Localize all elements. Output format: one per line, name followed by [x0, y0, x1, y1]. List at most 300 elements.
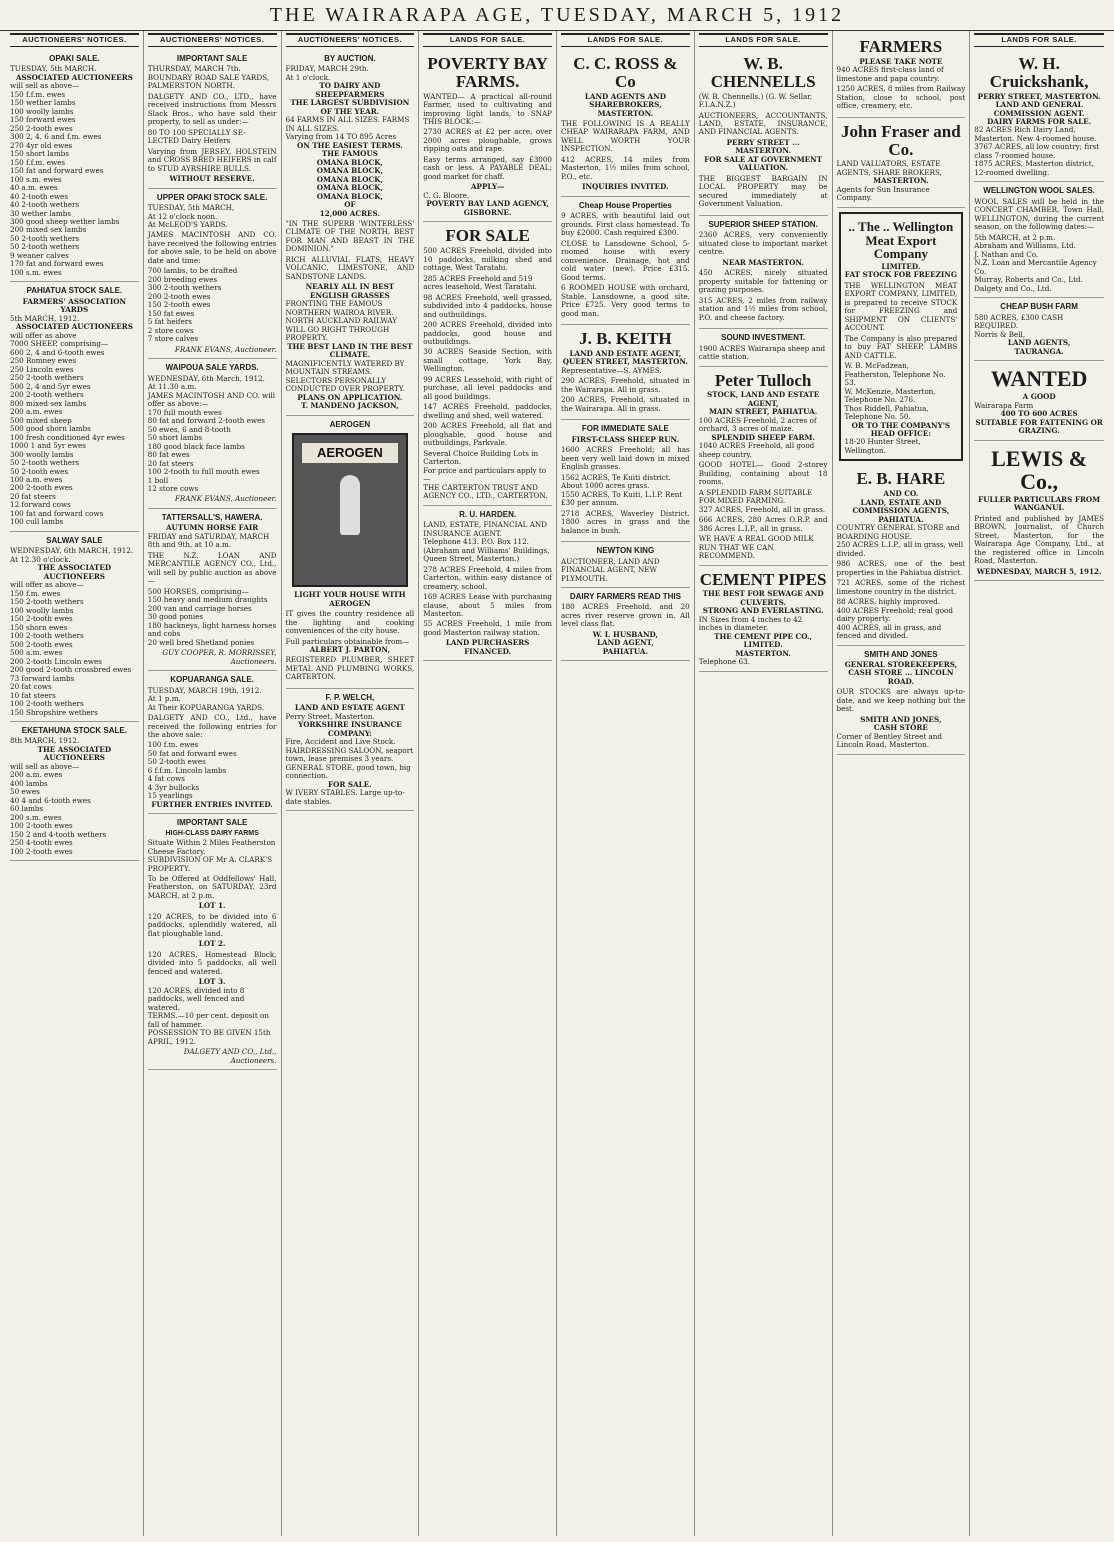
- ad-text: Abraham and Williams, Ltd.: [974, 241, 1076, 251]
- ad-text: 412 ACRES, 14 miles from Masterton, 1½ miles from school, P.O., etc.: [561, 154, 690, 181]
- ad-text: TO DAIRY AND SHEEPFARMERS: [315, 81, 385, 99]
- ad-title: W. H. Cruickshank,: [989, 53, 1089, 91]
- ad-text: CLOSE to Lansdowne School, 5-roomed house with every convenience. Drainage, hot and cold water (new). Price £315. Good terms.: [561, 238, 690, 282]
- ad-text: (Abraham and Williams' Buildings, Queen Street, Masterton.): [423, 545, 550, 564]
- advertisement: [699, 216, 828, 329]
- ad-title: LEWIS & Co.,: [991, 445, 1088, 494]
- ad-text: 40 a.m. ewes: [10, 183, 58, 193]
- ad-text: 150 shorn ewes: [10, 622, 68, 632]
- ad-text: At 12.30 o'clock.: [10, 554, 71, 564]
- ad-text: W IVERY STABLES. Large up-to-date stables.: [285, 788, 405, 806]
- ad-text: 80 fat and forward 2-tooth ewes: [147, 416, 265, 426]
- ad-text: WITHOUT RESERVE.: [169, 174, 255, 184]
- ad-text: FOR SALE AT GOVERNMENT VALUATION.: [704, 154, 823, 173]
- ad-text: 4 fat cows: [147, 774, 185, 784]
- ad-text: 100 fat and forward cows: [10, 508, 104, 518]
- ad-text: 100 2-tooth wethers: [10, 699, 84, 709]
- ad-title: UPPER OPAKI STOCK SALE.: [156, 192, 268, 202]
- ad-text: LOT 2.: [198, 939, 226, 949]
- ad-text: 100 woolly lambs: [10, 106, 74, 116]
- ad-title: AEROGEN: [329, 419, 371, 429]
- ad-text: 200 2-tooth Lincoln ewes: [10, 656, 102, 666]
- ad-text: 73 forward lambs: [10, 673, 75, 683]
- advertisement: [561, 197, 690, 325]
- ad-text: J. Nathan and Co.: [974, 249, 1039, 259]
- ad-text: Telephone 413. P.O. Box 112.: [423, 537, 529, 547]
- ad-text: 40 2-tooth wethers: [10, 200, 80, 210]
- ad-text: At 1 o'clock.: [285, 72, 331, 82]
- ad-text: 7000 SHEEP, comprising—: [10, 339, 109, 349]
- ad-text: 270 4yr old ewes: [10, 140, 73, 150]
- ad-text: OF: [344, 200, 356, 210]
- ad-title: SUPERIOR SHEEP STATION.: [708, 219, 818, 229]
- ad-title: CEMENT PIPES: [699, 569, 827, 589]
- ad-text: 2718 ACRES, Waverley District. 1800 acres in grass and the balance in bush.: [561, 508, 690, 535]
- ad-title: CHEAP BUSH FARM: [1000, 302, 1078, 312]
- ad-text: 30 good ponies: [147, 612, 204, 622]
- ad-text: 12 forward cows: [10, 500, 71, 510]
- column-6: [695, 31, 833, 1536]
- ad-text: N.Z. Loan and Mercantile Agency Co.: [974, 258, 1097, 276]
- ad-text: 12,000 ACRES.: [319, 208, 380, 218]
- ad-text: APPLY—: [470, 182, 505, 192]
- ad-text: Thos Riddell, Pahiatua, Telephone No. 50.: [844, 403, 929, 422]
- ad-text: Perry Street, Masterton.: [285, 711, 375, 721]
- ad-text: COUNTRY GENERAL STORE and BOARDING HOUSE.: [836, 523, 960, 541]
- ad-title: WELLINGTON WOOL SALES.: [983, 186, 1095, 196]
- advertisement: [699, 329, 828, 366]
- ad-text: At 1 p.m.: [147, 694, 181, 704]
- ad-text: 580 ACRES, £300 CASH REQUIRED.: [974, 312, 1064, 331]
- ad-text: 250 ACRES L.I.P., all in grass, well divided.: [836, 540, 964, 558]
- ad-text: 986 ACRES, one of the best properties in the Pahiatua district.: [836, 559, 966, 577]
- advertisement: [148, 814, 277, 1070]
- ad-text: POSSESSION TO BE GIVEN 15th APRIL, 1912.: [147, 1028, 271, 1046]
- ad-text: 120 ACRES, to be divided into 6 paddocks, splendidly watered, all flat ploughable land.: [147, 911, 277, 938]
- ad-text: 99 ACRES Leasehold, with right of purchase, all level paddocks and all good buildings.: [423, 374, 552, 401]
- ad-text: 300 2, 4, 6 and f.m. ewes: [10, 132, 102, 142]
- advertisement: [837, 465, 966, 645]
- ad-text: 150 f.m. ewes: [10, 588, 61, 598]
- ad-title: OPAKI SALE.: [49, 53, 100, 63]
- ad-text: DAIRY FARMS FOR SALE.: [987, 116, 1092, 126]
- ad-text: Full particulars obtainable from—: [285, 636, 410, 646]
- ad-title: FOR IMMEDIATE SALE: [581, 424, 669, 434]
- ad-text: PLEASE TAKE NOTE: [859, 56, 943, 66]
- ad-text: 300 good sheep wether lambs: [10, 217, 120, 226]
- ad-text: POVERTY BAY LAND AGENCY, GISBORNE.: [426, 199, 549, 217]
- column-header: LANDS FOR SALE.: [423, 33, 552, 47]
- ad-text: DALGETY AND CO., Ltd., Auctioneers.: [183, 1047, 277, 1065]
- ad-title: .. The .. Wellington Meat Export Company: [848, 218, 954, 262]
- ad-text: 250 Romney ewes: [10, 356, 77, 366]
- ad-text: 100 s.m. ewes: [10, 267, 62, 277]
- ad-text: WE HAVE A REAL GOOD MILK RUN THAT WE CAN RECOMMEND.: [698, 534, 814, 561]
- ad-text: 20 fat steers: [10, 491, 56, 501]
- ad-text: 170 full mouth ewes: [147, 407, 222, 417]
- ad-text: THE LARGEST SUBDIVISION OF THE YEAR.: [290, 98, 410, 116]
- ad-text: 120 ACRES, divided into 8 paddocks, well fenced and watered.: [147, 985, 245, 1012]
- ad-text: FAT STOCK FOR FREEZING: [844, 270, 957, 280]
- ad-text: 500 ACRES Freehold, divided into 10 paddocks, milking shed and cottage, West Taratahi.: [423, 246, 552, 273]
- ad-title: C. C. ROSS & Co: [573, 53, 678, 91]
- masthead: THE WAIRARAPA AGE, TUESDAY, MARCH 5, 1912: [0, 0, 1114, 31]
- ad-text: QUEEN STREET, MASTERTON.: [562, 357, 688, 367]
- ad-text: Representative—S. AYMES.: [561, 365, 662, 375]
- ad-text: 120 ACRES, Homestead Block, divided into 5 paddocks, all well fenced and watered.: [147, 949, 277, 976]
- advertisement: [148, 359, 277, 509]
- ad-text: SMITH AND JONES,: [860, 714, 942, 724]
- ad-text: CASH STORE: [873, 723, 928, 733]
- ad-text: LOT 1.: [198, 901, 226, 911]
- ad-text: 300 woolly lambs: [10, 449, 74, 459]
- ad-text: 721 ACRES, some of the richest limestone country in the district.: [836, 578, 966, 596]
- ad-text: 1600 ACRES Freehold; all has been very well laid down in mixed English grasses.: [561, 445, 690, 472]
- ad-text: BOUNDARY ROAD SALE YARDS, PALMERSTON NORTH.: [147, 72, 270, 91]
- ad-title: FARMERS: [859, 37, 943, 56]
- ad-text: IN Sizes from 4 inches to 42 inches in diameter.: [698, 614, 803, 633]
- ad-text: 200 ACRES Freehold, all flat and ploughable, good house and outbuildings, Parkvale.: [423, 421, 552, 448]
- ad-text: 20 well bred Shetland ponies: [147, 637, 255, 647]
- ad-text: 6 f.f.m. Lincoln lambs: [147, 765, 227, 775]
- ad-text: 285 ACRES Freehold and 519 acres leasehold, West Taratahi.: [423, 273, 537, 292]
- ad-text: "IN THE SUPERB 'WINTERLESS' CLIMATE OF THE NORTH, BEST FOR MAN AND BEAST IN THE DOMINION.": [285, 219, 415, 254]
- advertisement: [974, 441, 1104, 582]
- ad-text: GENERAL STORE, good town, big connection.: [285, 762, 411, 781]
- ad-text: 147 ACRES Freehold, paddocks, dwelling and shed, well watered.: [423, 402, 552, 420]
- ad-text: FRIDAY, MARCH 29th.: [285, 64, 369, 74]
- ad-text: 200 a.m. ewes: [10, 407, 63, 417]
- ad-title: SOUND INVESTMENT.: [721, 333, 806, 343]
- ad-text: 200 breeding ewes: [147, 274, 218, 284]
- ad-text: FURTHER ENTRIES INVITED.: [151, 799, 273, 809]
- ad-text: GUY COOPER, R. MORRISSEY, Auctioneers.: [162, 648, 277, 666]
- ad-text: STRONG AND EVERLASTING.: [702, 606, 824, 616]
- advertisement: [148, 509, 277, 671]
- ad-text: 278 ACRES Freehold, 4 miles from Carterton, within easy distance of creamery, school.: [423, 564, 552, 591]
- ad-text: 100 s.m. ewes: [10, 174, 62, 184]
- ad-text: THURSDAY, MARCH 7th.: [147, 64, 241, 74]
- ad-text: 50 ewes, 6 and 8-tooth: [147, 424, 231, 434]
- ad-text: 82 ACRES Rich Dairy Land, Masterton. New 4-roomed house.: [974, 125, 1097, 143]
- ad-text: 1562 ACRES, Te Kuiti district. About 1000 acres grass.: [561, 472, 671, 491]
- ad-title: DAIRY FARMERS READ THIS: [569, 592, 681, 601]
- ad-text: CASH STORE ... LINCOLN ROAD.: [848, 668, 954, 686]
- ad-text: LIGHT YOUR HOUSE WITH: [294, 590, 406, 600]
- ad-title: IMPORTANT SALE: [176, 818, 248, 828]
- ad-text: OMANA BLOCK,: [316, 157, 384, 167]
- ad-text: 64 FARMS IN ALL SIZES. FARMS IN ALL SIZES.: [285, 115, 410, 133]
- ad-text: RICH ALLUVIAL FLATS, HEAVY VOLCANIC, LIMESTONE, AND SANDSTONE LANDS.: [285, 254, 415, 281]
- ad-text: THE BEST FOR SEWAGE AND CULVERTS.: [702, 589, 824, 607]
- ad-text: 1000 1 and 5yr ewes: [10, 441, 86, 451]
- ad-text: 100 cull lambs: [10, 517, 64, 527]
- ad-text: Dalgety and Co., Ltd.: [974, 283, 1052, 293]
- ad-text: 400 lambs: [10, 778, 48, 788]
- ad-text: 1875 ACRES, Masterton district, 12-roomed dwelling.: [974, 159, 1094, 177]
- ad-text: 7 store calves: [147, 334, 199, 344]
- ad-text: AND CO.: [883, 489, 919, 499]
- lamp-icon: [340, 475, 360, 535]
- advertisement: [837, 646, 966, 755]
- advertisement: [423, 50, 552, 222]
- column-1: [6, 31, 144, 1536]
- ad-text: LIMITED.: [881, 261, 921, 271]
- ad-text: At 11.30 a.m.: [147, 382, 197, 392]
- ad-text: THE BIGGEST BARGAIN IN LOCAL PROPERTY may be secured immediately at Government Valuation.: [698, 173, 828, 209]
- ad-text: 150 short lambs: [10, 149, 69, 159]
- advertisement: [286, 416, 415, 689]
- ad-text: 150 f.f.m. ewes: [10, 157, 66, 167]
- ad-text: Varying from JERSEY, HOLSTEIN and CROSS BRED HEIFERS in calf to STUD AYRSHIRE BULLS.: [147, 146, 277, 173]
- ad-text: 6 ROOMED HOUSE with orchard, Stable. Lansdowne, a good site. Price £725. Very good terms to good man.: [561, 283, 690, 318]
- ad-text: FIRST-CLASS SHEEP RUN.: [571, 434, 680, 444]
- ad-text: PERRY STREET, MASTERTON.: [977, 91, 1101, 101]
- ad-text: 30 wether lambs: [10, 208, 72, 218]
- ad-text: Printed and published by JAMES BROWN, Journalist, of Church Street, Masterton, for the Wairarapa Age Company, Ltd., at the registered office in Lincoln Road, Masterton.: [974, 513, 1104, 566]
- ad-text: LAND AGENTS AND SHAREBROKERS,: [584, 91, 666, 110]
- ad-text: OR TO THE COMPANY'S HEAD OFFICE:: [851, 420, 951, 438]
- ad-text: OMANA BLOCK,: [316, 174, 384, 184]
- advertisement: [10, 50, 139, 283]
- ad-text: 50 2-tooth wethers: [10, 242, 80, 252]
- ad-text: STOCK, LAND AND ESTATE AGENT,: [707, 390, 820, 408]
- ad-text: LAND, ESTATE, FINANCIAL AND INSURANCE AGENT.: [423, 520, 547, 538]
- ad-text: 98 ACRES Freehold, well grassed, subdivided into 4 paddocks, house and outbuildings.: [423, 292, 552, 319]
- ad-text: FRANK EVANS, Auctioneer.: [174, 344, 277, 354]
- ad-title: POVERTY BAY FARMS.: [427, 53, 548, 91]
- ad-text: LAND AGENT,: [596, 638, 654, 648]
- ad-text: Murray, Roberts and Co., Ltd.: [974, 275, 1083, 285]
- ad-title: SMITH AND JONES: [864, 649, 938, 659]
- ad-text: Telephone 63.: [698, 657, 750, 667]
- ad-text: For price and particulars apply to—: [423, 465, 547, 484]
- ad-text: 20 fat steers: [147, 458, 194, 468]
- ad-text: MASTERTON.: [735, 648, 791, 658]
- ad-title: WANTED: [990, 366, 1088, 391]
- ad-title: E. B. HARE: [856, 469, 946, 489]
- ad-text: Varying from 14 TO 895 Acres: [285, 132, 397, 142]
- advertisement: [974, 182, 1104, 298]
- advertisement: [837, 33, 966, 118]
- ad-text: 500 2-tooth ewes: [10, 639, 73, 649]
- ad-text: 4 3yr bullocks: [147, 782, 200, 792]
- ad-text: WOOL SALES will be held in the CONCERT CHAMBER, Town Hall, WELLINGTON, during the current season, on the following dates:—: [974, 196, 1104, 232]
- ad-text: TUESDAY, 5th MARCH,: [147, 203, 235, 213]
- ad-subtitle: HIGH-CLASS DAIRY FARMS: [165, 829, 259, 837]
- ad-text: 250 2-tooth ewes: [10, 123, 73, 133]
- ad-text: FRONTING THE FAMOUS NORTHERN WAIROA RIVER.: [285, 299, 394, 317]
- ad-text: 150 f.f.m. ewes: [10, 89, 66, 99]
- ad-text: 2360 ACRES, very conveniently situated close to important market centre.: [698, 230, 828, 257]
- ad-text: 300 2-tooth wethers: [147, 283, 222, 293]
- advertisement: [10, 532, 139, 722]
- column-header: LANDS FOR SALE.: [561, 33, 690, 47]
- ad-text: 18-20 Hunter Street, Wellington.: [844, 437, 921, 455]
- ad-text: 400 ACRES Freehold; real good dairy property.: [836, 605, 953, 624]
- ad-title: NEWTON KING: [596, 546, 655, 556]
- ad-text: 12 store cows: [147, 483, 199, 493]
- ad-text: ALBERT J. PARTON,: [309, 645, 390, 654]
- ad-text: will sell as above—: [10, 761, 80, 771]
- ad-text: 50 2-tooth wethers: [10, 233, 80, 243]
- ad-text: AUCTIONEER, LAND AND FINANCIAL AGENT, NEW PLYMOUTH.: [561, 556, 660, 583]
- ad-text: AUCTIONEERS, ACCOUNTANTS, LAND, ESTATE, INSURANCE, AND FINANCIAL AGENTS.: [698, 110, 828, 137]
- ad-text: 200 van and carriage horses: [147, 603, 252, 613]
- ad-text: 250 4-tooth ewes: [10, 838, 73, 848]
- ad-text: OMANA BLOCK,: [316, 166, 384, 176]
- ad-text: 150 heavy and medium draughts: [147, 595, 268, 605]
- ad-text: (W. B. Chennells.) (G. W. Sellar, F.I.A.N.Z.): [698, 91, 813, 110]
- ad-text: OMANA BLOCK,: [316, 191, 384, 201]
- ad-text: GOOD HOTEL— Good 2-storey Building, containing about 18 rooms.: [698, 460, 828, 487]
- ad-text: Easy terms arranged, say £3000 cash or less. A PAYABLE DEAL; good market for chaff.: [423, 154, 552, 181]
- ad-text: 9 weaner calves: [10, 250, 69, 260]
- ad-text: 100 a.m. ewes: [10, 475, 63, 484]
- ad-text: SUBDIVISION OF Mr A. CLARK'S PROPERTY.: [147, 855, 273, 873]
- ad-text: MASTERTON.: [873, 176, 929, 186]
- ad-text: LAND VALUATORS, ESTATE AGENTS, SHARE BROKERS,: [836, 159, 942, 177]
- ad-text: At McLEOD'S YARDS.: [147, 219, 228, 229]
- ad-text: IT gives the country residence all the lighting and cooking conveniences of the city house.: [285, 609, 415, 636]
- ad-text: 200 a.m. ewes: [10, 770, 63, 780]
- advertisement: [561, 420, 690, 542]
- ad-text: 500 a.m. ewes: [10, 648, 63, 658]
- ad-text: 1900 ACRES Wairarapa sheep and cattle station.: [698, 343, 826, 362]
- ad-text: THE N.Z. LOAN AND MERCANTILE AGENCY CO., Ltd., will sell by public auction as above—: [147, 550, 277, 586]
- ad-text: 50 ewes: [10, 787, 40, 797]
- ad-text: 30 ACRES Seaside Section, with small cottage, York Bay, Wellington.: [423, 347, 552, 374]
- ad-title: SALWAY SALE: [46, 535, 103, 545]
- ad-text: 150 2 and 4-tooth wethers: [10, 829, 107, 839]
- ad-text: THE FAMOUS: [321, 149, 378, 159]
- ad-text: 50 2-tooth ewes: [147, 757, 206, 767]
- advertisement: [148, 50, 277, 189]
- ad-title: Peter Tulloch: [714, 370, 812, 390]
- ad-text: AUTUMN HORSE FAIR: [165, 523, 259, 533]
- ad-text: 180 good black face lambs: [147, 441, 245, 451]
- ad-text: 5 fat heifers: [147, 317, 192, 327]
- ad-text: Wairarapa Farm: [974, 400, 1034, 410]
- ad-text: AEROGEN: [329, 598, 371, 608]
- ad-text: will offer as above—: [10, 580, 84, 590]
- ad-text: THE ASSOCIATED AUCTIONEERS: [37, 744, 112, 763]
- ad-text: YORKSHIRE INSURANCE COMPANY:: [298, 720, 402, 738]
- ad-text: 3767 ACRES, all low country; first class 7-roomed house.: [974, 142, 1100, 160]
- ad-text: Corner of Bentley Street and Lincoln Road, Masterton.: [836, 731, 943, 750]
- ad-text: 327 ACRES, Freehold, all in grass.: [698, 504, 826, 514]
- ad-text: 2730 ACRES at £2 per acre, over 2000 acres ploughable, grows ripping oats and rape.: [423, 127, 552, 154]
- ad-text: LOT 3.: [198, 977, 226, 987]
- ad-text: 40 4 and 6-tooth ewes: [10, 795, 91, 805]
- ad-text: Fire, Accident and Live Stock.: [285, 737, 396, 747]
- ad-title: Cheap House Properties: [578, 200, 672, 210]
- newspaper-columns: [6, 31, 1108, 1536]
- advertisement: [148, 671, 277, 814]
- ad-text: PLANS ON APPLICATION.: [297, 392, 403, 402]
- ad-text: MAIN STREET, PAHIATUA.: [708, 407, 818, 417]
- ad-title: W. B. CHENNELLS: [710, 53, 816, 91]
- advertisement: [561, 542, 690, 588]
- ad-title: R. U. HARDEN.: [459, 509, 517, 519]
- ad-text: 150 Shropshire wethers: [10, 707, 98, 717]
- ad-text: OUR STOCKS are always up-to-date, and we keep nothing but the best.: [836, 687, 966, 714]
- ad-text: MAGNIFICENTLY WATERED BY MOUNTAIN STREAMS.: [285, 358, 405, 377]
- ad-text: JAMES MACINTOSH AND CO. have received the following entries for above sale, to be held on above date and time:: [147, 230, 277, 265]
- advertisement: [839, 212, 964, 462]
- ad-text: 200 ACRES Freehold, divided into paddocks, good house and outbuildings.: [423, 320, 552, 346]
- ad-text: NORTH AUCKLAND RAILWAY WILL GO RIGHT THROUGH PROPERTY.: [285, 316, 397, 343]
- ad-text: 50 short lambs: [147, 433, 203, 443]
- ad-title: F. P. WELCH,: [325, 692, 375, 702]
- ad-text: WEDNESDAY, MARCH 5, 1912.: [976, 566, 1102, 576]
- advertisement: [974, 361, 1104, 441]
- ad-text: LAND AND GENERAL COMMISSION AGENT.: [993, 100, 1085, 118]
- ad-text: THE BEST LAND IN THE BEST CLIMATE.: [287, 341, 413, 360]
- ad-text: To be Offered at Oddfellows' Hall, Featherston, on SATURDAY, 23rd MARCH, at 2 p.m.: [147, 873, 277, 900]
- ad-text: 5th MARCH, 1912.: [10, 313, 80, 323]
- ad-text: TUESDAY, 5th MARCH.: [10, 64, 97, 74]
- ad-text: NEAR MASTERTON.: [722, 257, 804, 267]
- ad-text: T. MANDENO JACKSON,: [301, 401, 399, 411]
- column-header: AUCTIONEERS' NOTICES.: [10, 33, 139, 47]
- ad-title: BY AUCTION.: [324, 53, 376, 63]
- advertisement: [148, 189, 277, 360]
- ad-text: 60 lambs: [10, 804, 44, 814]
- ad-text: 8th MARCH, 1912.: [10, 736, 80, 746]
- ad-text: 600 2, 4 and 6-tooth ewes: [10, 347, 105, 357]
- ad-text: LAND PURCHASERS FINANCED.: [445, 638, 530, 656]
- ad-text: 200 2-tooth ewes: [10, 483, 73, 493]
- advertisement: [10, 722, 139, 861]
- ad-text: 290 ACRES, Freehold, situated in the Wairarapa. All in grass.: [561, 376, 690, 394]
- ad-text: LAND AND ESTATE AGENT: [294, 703, 405, 713]
- ad-text: TERMS.—10 per cent. deposit on fall of hammer.: [147, 1011, 269, 1029]
- ad-text: 10 fat steers: [10, 690, 56, 700]
- ad-text: 100 f.m. ewes: [147, 740, 199, 750]
- ad-text: C. G. Bloore,: [423, 190, 470, 200]
- ad-text: LAND AGENTS,: [1007, 338, 1071, 348]
- advertisement: [286, 689, 415, 811]
- ad-text: DALGETY AND CO., LTD., have received instructions from Messrs Slack Bros., who have sold their property, to sell as under:—: [147, 91, 277, 127]
- ad-text: 1 boll: [147, 475, 169, 485]
- ad-text: OMANA BLOCK,: [316, 183, 384, 193]
- ad-text: THE CEMENT PIPE CO., LIMITED.: [714, 631, 813, 650]
- ad-text: 100 ACRES Freehold, 2 acres of orchard, 3 acres of maize.: [698, 415, 817, 434]
- column-4: [419, 31, 557, 1536]
- ad-text: GENERAL STOREKEEPERS,: [844, 659, 958, 669]
- ad-text: At 12 o'clock noon.: [147, 211, 218, 221]
- column-3: [282, 31, 420, 1536]
- ad-text: REGISTERED PLUMBER, SHEET METAL AND PLUMBING WORKS, CARTERTON.: [285, 655, 415, 682]
- ad-text: 5th MARCH, at 2 p.m.: [974, 232, 1056, 242]
- ad-text: 150 wether lambs: [10, 98, 76, 108]
- ad-text: 100 2-tooth ewes: [10, 846, 73, 856]
- ad-text: LAND, ESTATE AND COMMISSION AGENTS,: [852, 497, 950, 516]
- ad-text: 50 fat and forward ewes: [147, 748, 237, 758]
- ad-text: 1550 ACRES, To Kuiti, L.I.P. Rent £30 per annum.: [561, 489, 683, 508]
- ad-text: A GOOD: [1022, 392, 1056, 402]
- ad-text: TAURANGA.: [1014, 346, 1064, 356]
- ad-text: 200 ACRES, Freehold, situated in the Wairarapa. All in grass.: [561, 395, 690, 413]
- ad-text: 50 2-tooth wethers: [10, 458, 80, 468]
- ad-text: 180 hackneys, light harness horses and cobs: [147, 620, 277, 639]
- ad-text: 500 good shorn lambs: [10, 424, 91, 434]
- ad-text: W. I. HUSBAND,: [592, 629, 659, 639]
- ad-text: W. B. McFadzean, Featherston, Telephone No. 53.: [844, 361, 946, 388]
- ad-text: 150 2-tooth ewes: [147, 300, 211, 310]
- ad-text: THE CARTERTON TRUST AND AGENCY CO., LTD., CARTERTON.: [423, 482, 548, 501]
